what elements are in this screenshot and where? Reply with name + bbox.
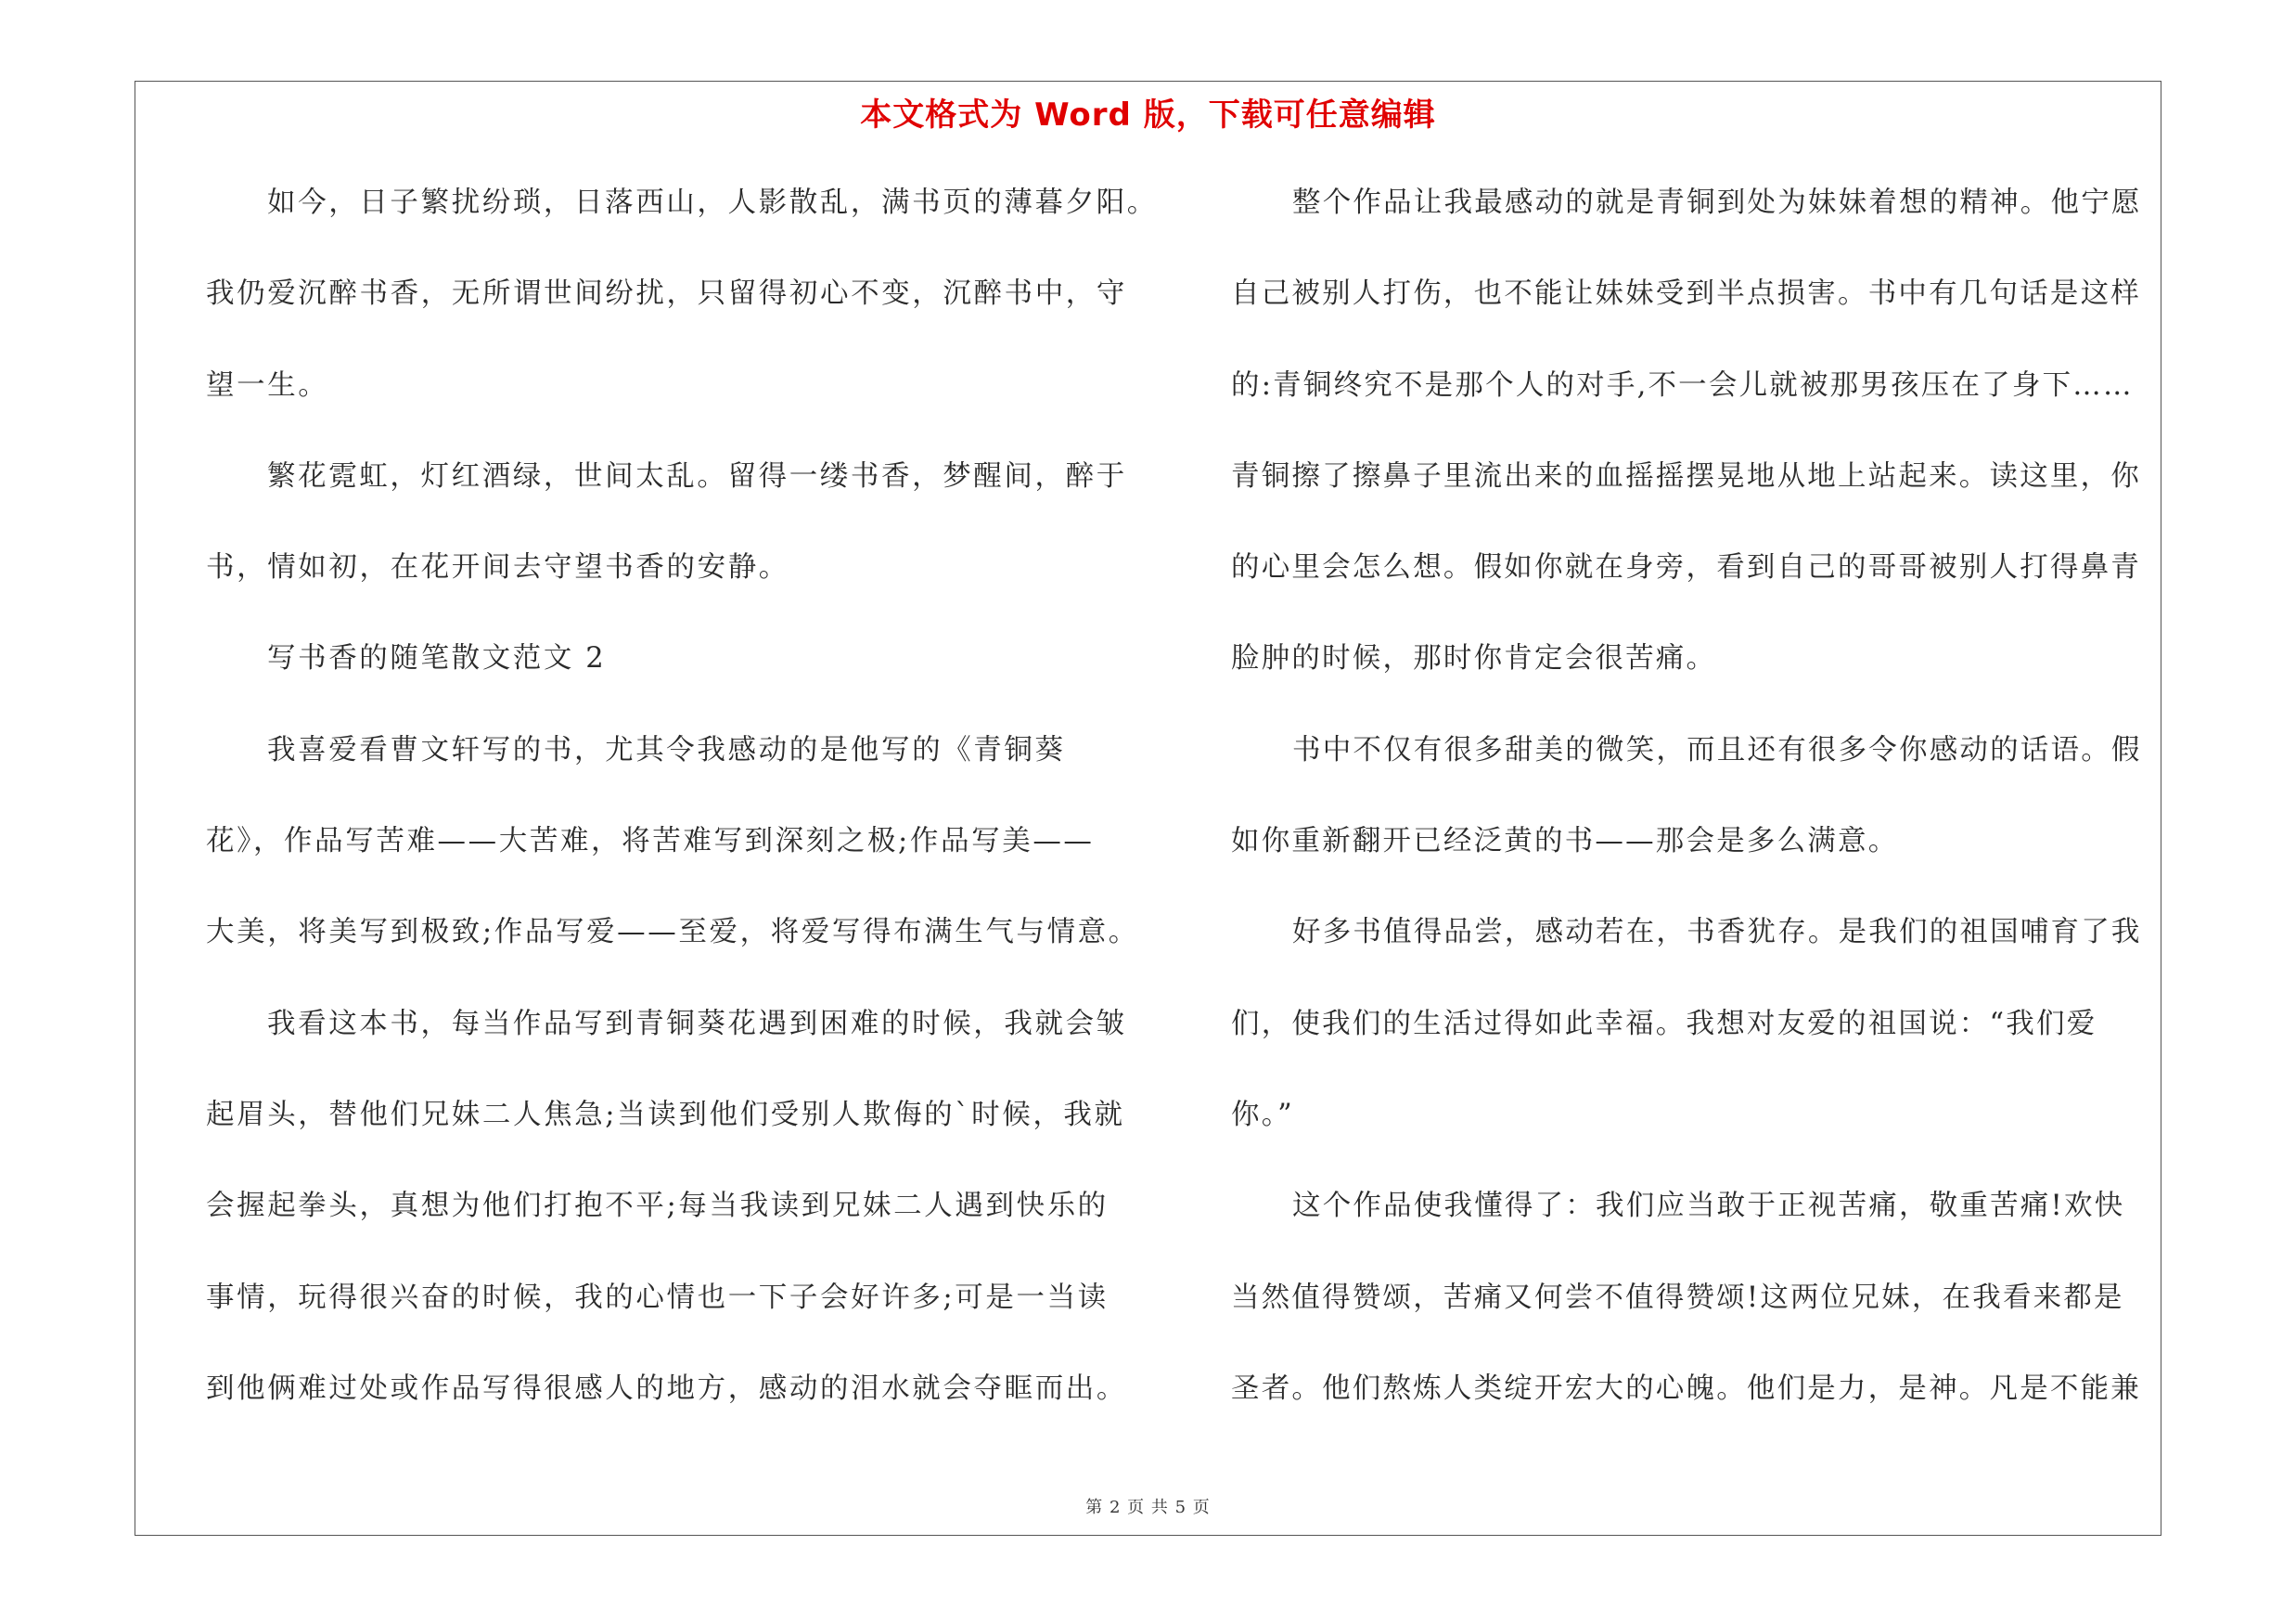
paragraph-line: 好多书值得品尝，感动若在，书香犹存。是我们的祖国哺育了我 (1292, 916, 2142, 949)
paragraph-line: 当然值得赞颂，苦痛又何尝不值得赞颂!这两位兄妹，在我看来都是 (1231, 1281, 2124, 1314)
page-number-footer: 第 2 页 共 5 页 (1085, 1498, 1211, 1517)
paragraph-line: 如今，日子繁扰纷琐，日落西山，人影散乱，满书页的薄暮夕阳。 (267, 187, 1158, 219)
left-text-column (206, 158, 1158, 1435)
paragraph-line: 脸肿的时候，那时你肯定会很苦痛。 (1231, 642, 1717, 676)
paragraph-line: 起眉头，替他们兄妹二人焦急;当读到他们受别人欺侮的`时候，我就 (206, 1098, 1125, 1131)
paragraph-line: 圣者。他们熬炼人类绽开宏大的心魄。他们是力，是神。凡是不能兼 (1231, 1372, 2141, 1405)
paragraph-line: 事情，玩得很兴奋的时候，我的心情也一下子会好许多;可是一当读 (206, 1281, 1109, 1314)
paragraph-line: 整个作品让我最感动的就是青铜到处为妹妹着想的精神。他宁愿 (1292, 187, 2142, 219)
section-heading: 写书香的随笔散文范文 2 (267, 642, 607, 676)
paragraph-line: 如你重新翻开已经泛黄的书——那会是多么满意。 (1231, 825, 1899, 858)
paragraph-line: 到他俩难过处或作品写得很感人的地方，感动的泪水就会夺眶而出。 (206, 1372, 1127, 1405)
paragraph-line: 们，使我们的生活过得如此幸福。我想对友爱的祖国说：“我们爱 (1231, 1007, 2097, 1040)
format-notice-banner: 本文格式为 Word 版，下载可任意编辑 (860, 97, 1436, 134)
paragraph-line: 你。” (1231, 1098, 1294, 1131)
paragraph-line: 繁花霓虹，灯红酒绿，世间太乱。留得一缕书香，梦醒间，醉于 (267, 459, 1127, 493)
paragraph-line: 大美，将美写到极致;作品写爱——至爱，将爱写得布满生气与情意。 (206, 916, 1139, 949)
paragraph-line: 自己被别人打伤，也不能让妹妹受到半点损害。书中有几句话是这样 (1231, 277, 2141, 311)
paragraph-line: 我仍爱沉醉书香，无所谓世间纷扰，只留得初心不变，沉醉书中，守 (206, 277, 1127, 311)
paragraph-line: 书中不仅有很多甜美的微笑，而且还有很多令你感动的话语。假 (1292, 733, 2142, 766)
paragraph-line: 书，情如初，在花开间去守望书香的安静。 (206, 551, 789, 585)
paragraph-line: 我看这本书，每当作品写到青铜葵花遇到困难的时候，我就会皱 (267, 1007, 1127, 1040)
right-text-column (1231, 158, 2154, 1435)
paragraph-line: 这个作品使我懂得了：我们应当敢于正视苦痛，敬重苦痛!欢快 (1292, 1190, 2125, 1223)
paragraph-line: 望一生。 (206, 368, 329, 402)
paragraph-line: 我喜爱看曹文轩写的书，尤其令我感动的是他写的《青铜葵 (267, 733, 1066, 766)
paragraph-line: 花》，作品写苦难——大苦难，将苦难写到深刻之极;作品写美—— (206, 825, 1095, 858)
paragraph-line: 的心里会怎么想。假如你就在身旁，看到自己的哥哥被别人打得鼻青 (1231, 551, 2141, 585)
paragraph-line: 青铜擦了擦鼻子里流出来的血摇摇摆晃地从地上站起来。读这里，你 (1231, 459, 2141, 493)
paragraph-line: 的:青铜终究不是那个人的对手,不一会儿就被那男孩压在了身下…… (1231, 368, 2134, 402)
paragraph-line: 会握起拳头，真想为他们打抱不平;每当我读到兄妹二人遇到快乐的 (206, 1190, 1109, 1223)
